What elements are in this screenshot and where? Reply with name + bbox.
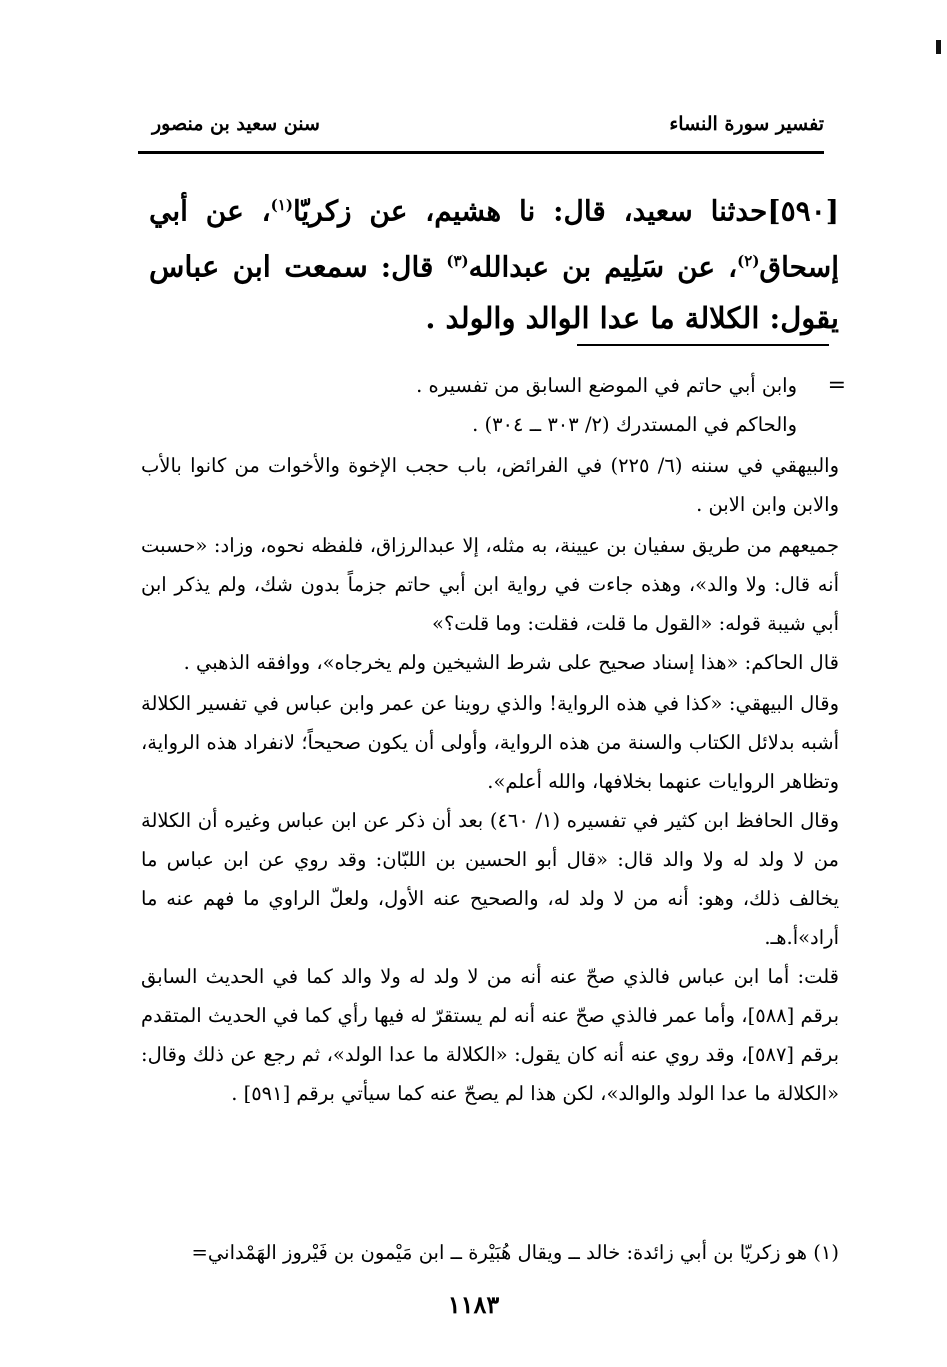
footnote-ref-3: (٣)	[446, 252, 469, 271]
commentary-para-8: قلت: أما ابن عباس فالذي صحّ عنه أنه من لا ولد له ولا والد كما في الحديث السابق برقم [٥٨٨]، وأما عمر فالذي صحّ عنه أنه لم يستقرّ له فيها رأي كما في الحديث المتقدم برقم [٥٨٧]، وقد روي عنه أنه كان يقول: «الكلالة ما عدا الولد»، ثم رجع عن ذلك وقال: «الكلالة ما عدا الولد والوالد»، لكن هذا لم يصحّ عنه كما سيأتي برقم [٥٩١] .	[141, 965, 840, 1105]
footnote-text: هو زكريّا بن أبي زائدة: خالد ــ ويقال هُبَيْرة ــ ابن مَيْمون بن فَيْروز الهَمْداني=	[191, 1241, 808, 1264]
hadith-chain-4: قال:	[367, 250, 447, 284]
running-header-chapter: تفسير سورة النساء	[669, 113, 824, 135]
hadith-text	[149, 180, 839, 344]
footnote-ref-2: (٢)	[737, 252, 760, 271]
footnote-marker: (١)	[813, 1241, 839, 1264]
commentary-para-4: جميعهم من طريق سفيان بن عيينة، به مثله، إلا عبدالرزاق، فلفظه نحوه، وزاد: «حسبت أنه قال: ولا والد»، وهذه جاءت في رواية ابن أبي حاتم جزماً بدون شك، ولم يذكر ابن أبي شيبة قوله: «القول ما قلت، فقلت: وما قلت؟»	[141, 534, 839, 635]
hadith-chain-2: ، عن أبي إسحاق	[149, 194, 839, 284]
running-header-book: سنن سعيد بن منصور	[152, 113, 320, 135]
commentary-line-2: والحاكم في المستدرك (٢/ ٣٠٣ ــ ٣٠٤) .	[472, 413, 797, 436]
hadith-chain-3: ، عن سَلِيم بن عبدالله	[468, 250, 738, 284]
footnote-1	[109, 1238, 839, 1268]
commentary-para-7: وقال الحافظ ابن كثير في تفسيره (١/ ٤٦٠) بعد أن ذكر عن ابن عباس وغيره أن الكلالة من لا ولد له ولا والد قال: «قال أبو الحسين بن اللبّان: وقد روي عن ابن عباس ما يخالف ذلك، وهو: أنه من لا ولد له، والصحيح عنه الأول، ولعلّ الراوي ما فهم عنه ما أراد»أ.هـ.	[141, 809, 839, 949]
header-rule	[138, 151, 824, 154]
page-number: ١١٨٣	[447, 1290, 500, 1319]
hadith-matn: سمعت ابن عباس يقول: الكلالة ما عدا الوالد والولد .	[149, 249, 839, 335]
hadith-number: [٥٩٠]	[767, 194, 839, 228]
continuation-mark: =	[827, 373, 846, 398]
commentary-para-5: قال الحاكم: «هذا إسناد صحيح على شرط الشيخين ولم يخرجاه»، ووافقه الذهبي .	[183, 651, 839, 674]
scan-mark	[936, 40, 941, 54]
footnote-ref-1: (١)	[270, 196, 293, 214]
hadith-chain-1: حدثنا سعيد، قال: نا هشيم، عن زكريّا	[292, 194, 768, 228]
commentary	[141, 366, 846, 1113]
footnote-rule	[577, 344, 829, 346]
commentary-line-1: وابن أبي حاتم في الموضع السابق من تفسيره .	[416, 374, 797, 397]
commentary-para-6: وقال البيهقي: «كذا في هذه الرواية! والذي روينا عن عمر وابن عباس في تفسير الكلالة أشبه بدلائل الكتاب والسنة من هذه الرواية، وأولى أن يكون صحيحاً؛ لانفراد هذه الرواية، وتظاهر الروايات عنهما بخلافها، والله أعلم».	[141, 692, 840, 793]
commentary-para-3: والبيهقي في سننه (٦/ ٢٢٥) في الفرائض، باب حجب الإخوة والأخوات من كانوا بالأب والابن وابن الابن .	[141, 454, 839, 516]
